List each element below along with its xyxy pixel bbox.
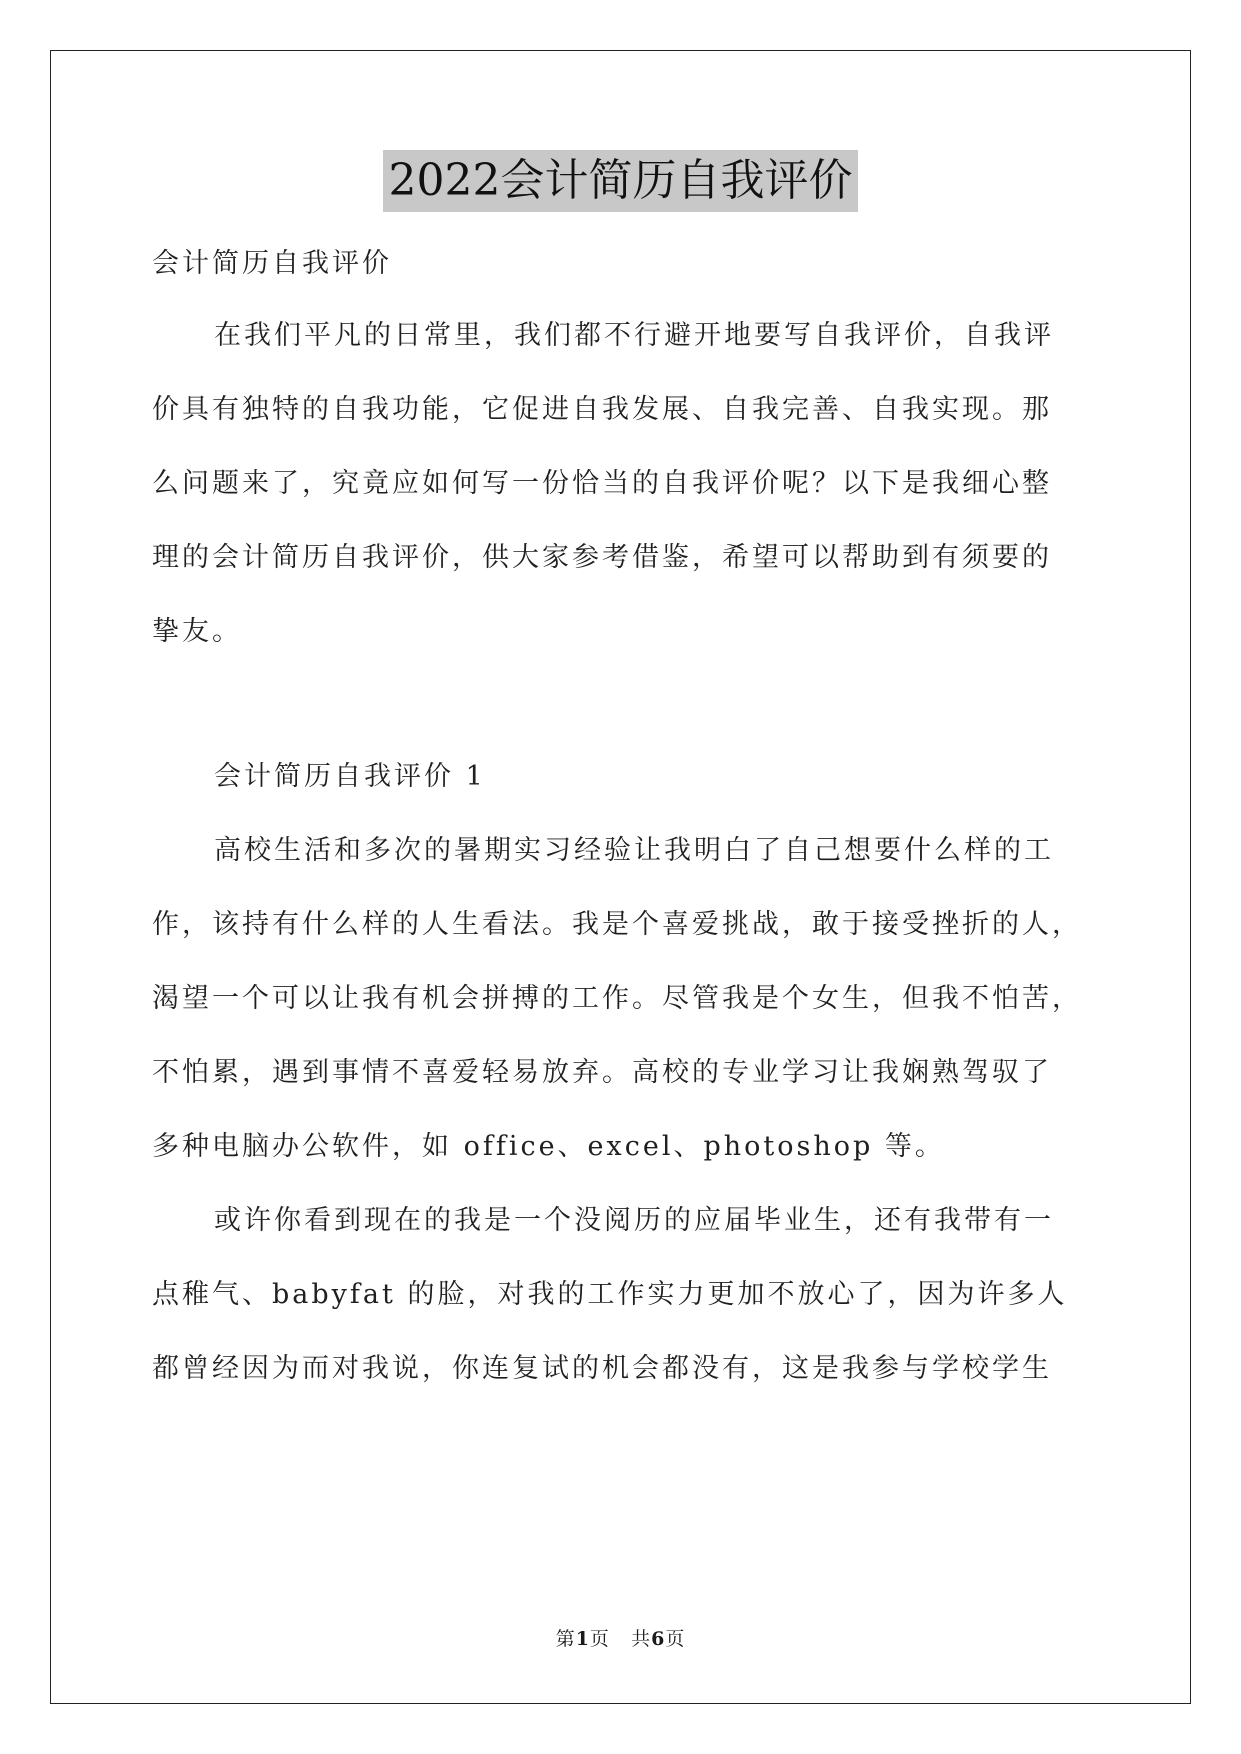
paragraph-line: 不怕累，遇到事情不喜爱轻易放弃。高校的专业学习让我娴熟驾驭了 <box>152 1057 1052 1088</box>
page-suffix: 页 <box>589 1628 610 1650</box>
paragraph-line: 在我们平凡的日常里，我们都不行避开地要写自我评价，自我评 <box>214 320 1054 351</box>
title-container <box>0 150 1241 212</box>
paragraph-line: 高校生活和多次的暑期实习经验让我明白了自己想要什么样的工 <box>214 835 1054 866</box>
page-footer <box>0 1624 1241 1651</box>
paragraph-line: 价具有独特的自我功能，它促进自我发展、自我完善、自我实现。那 <box>152 394 1052 425</box>
page-current-number: 1 <box>575 1628 590 1650</box>
total-prefix: 共 <box>631 1628 652 1650</box>
page-total-number: 6 <box>651 1628 666 1650</box>
subsection-heading: 会计简历自我评价 1 <box>214 761 486 792</box>
paragraph-line: 挚友。 <box>152 616 242 647</box>
document-title: 2022会计简历自我评价 <box>383 150 859 212</box>
page-border <box>50 50 1191 1704</box>
paragraph-line: 多种电脑办公软件，如 office、excel、photoshop 等。 <box>152 1131 945 1162</box>
paragraph-line: 理的会计简历自我评价，供大家参考借鉴，希望可以帮助到有须要的 <box>152 542 1052 573</box>
page-prefix: 第 <box>555 1628 576 1650</box>
paragraph-line: 或许你看到现在的我是一个没阅历的应届毕业生，还有我带有一 <box>214 1205 1054 1236</box>
paragraph-line: 作，该持有什么样的人生看法。我是个喜爱挑战，敢于接受挫折的人， <box>152 909 1082 940</box>
paragraph-line: 么问题来了，究竟应如何写一份恰当的自我评价呢？以下是我细心整 <box>152 468 1052 499</box>
paragraph-line: 渴望一个可以让我有机会拼搏的工作。尽管我是个女生，但我不怕苦， <box>152 983 1082 1014</box>
paragraph-line: 点稚气、babyfat 的脸，对我的工作实力更加不放心了，因为许多人 <box>152 1279 1068 1310</box>
section-heading: 会计简历自我评价 <box>152 248 392 279</box>
total-suffix: 页 <box>665 1628 686 1650</box>
paragraph-line: 都曾经因为而对我说，你连复试的机会都没有，这是我参与学校学生 <box>152 1353 1052 1384</box>
